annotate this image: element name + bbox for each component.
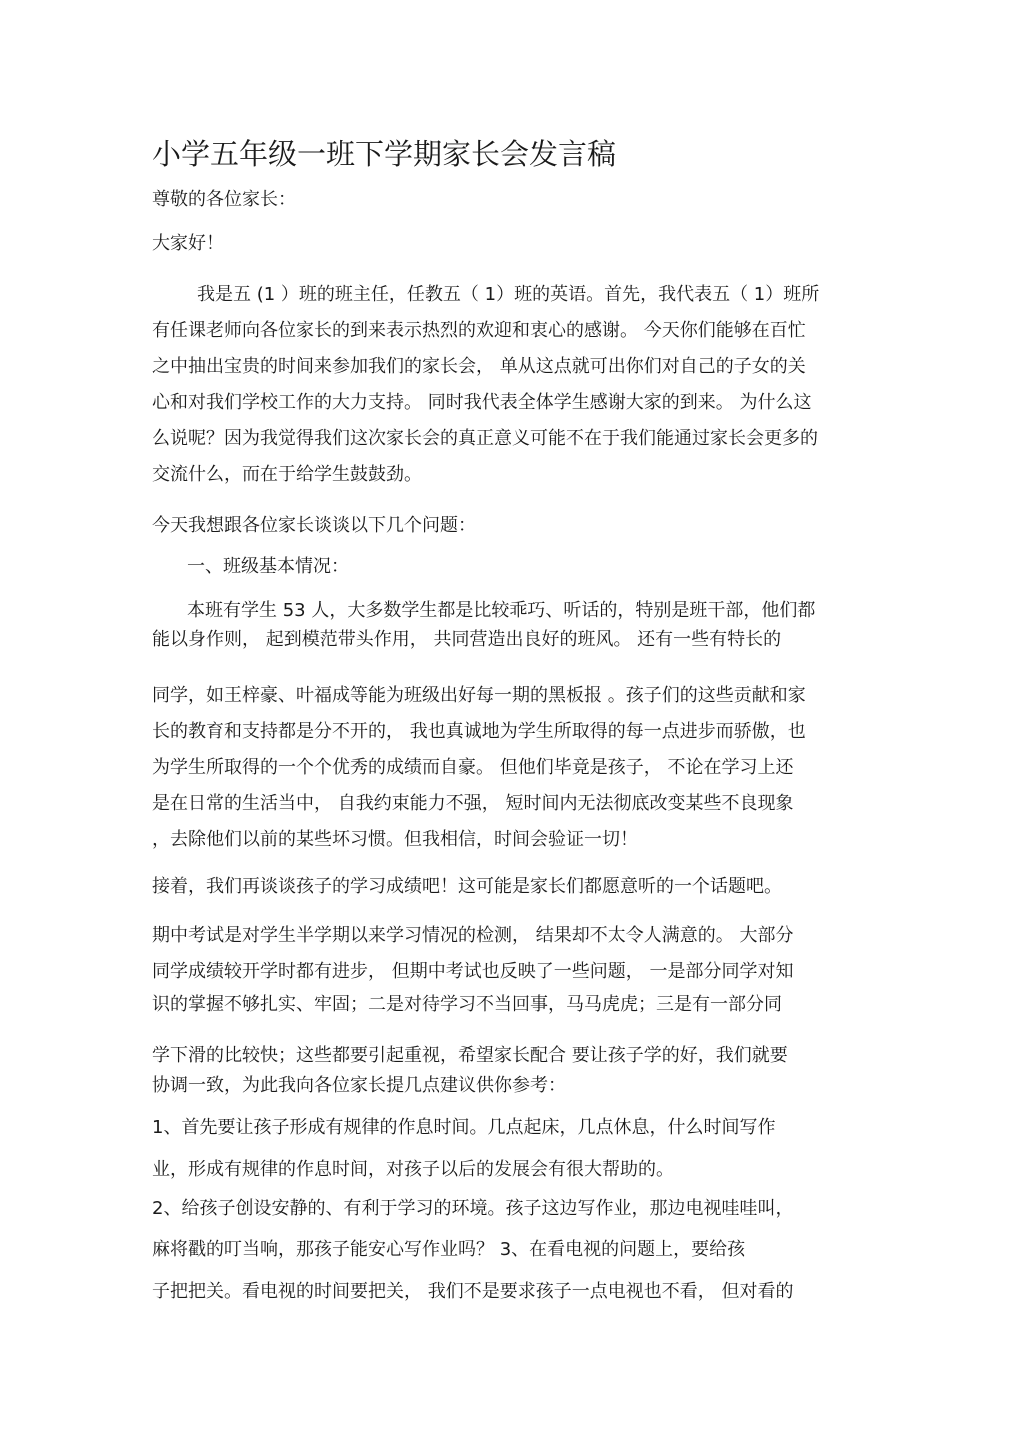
text-line: 识的掌握不够扎实、牢固；二是对待学习不当回事，马马虎虎；三是有一部分同 [152, 994, 782, 1015]
text-line: ，去除他们以前的某些坏习惯。但我相信，时间会验证一切！ [152, 829, 638, 850]
text-line: 同学，如王梓豪、叶福成等能为班级出好每一期的黑板报 。孩子们的这些贡献和家 [152, 685, 806, 706]
text-line: 之中抽出宝贵的时间来参加我们的家长会， 单从这点就可出你们对自己的子女的关 [152, 356, 806, 377]
text-line: 心和对我们学校工作的大力支持。 同时我代表全体学生感谢大家的到来。 为什么这 [152, 392, 812, 413]
text-line: 2、给孩子创设安静的、有利于学习的环境。孩子这边写作业，那边电视哇哇叫， [152, 1198, 794, 1219]
text-line: 有任课老师向各位家长的到来表示热烈的欢迎和衷心的感谢。 今天你们能够在百忙 [152, 320, 806, 341]
text-line: 我是五 (1 ）班的班主任，任教五（ 1）班的英语。首先，我代表五（ 1）班所 [197, 284, 820, 305]
text-line: 能以身作则， 起到模范带头作用， 共同营造出良好的班风。 还有一些有特长的 [152, 629, 782, 650]
text-line: 子把把关。看电视的时间要把关， 我们不是要求孩子一点电视也不看， 但对看的 [152, 1281, 794, 1302]
text-line: 尊敬的各位家长： [152, 189, 296, 210]
text-line: 一、班级基本情况： [187, 556, 349, 577]
text-line: 本班有学生 53 人，大多数学生都是比较乖巧、听话的，特别是班干部，他们都 [187, 600, 816, 621]
text-line: 麻将戳的叮当响，那孩子能安心写作业吗？ 3、在看电视的问题上，要给孩 [152, 1239, 746, 1260]
text-line: 是在日常的生活当中， 自我约束能力不强， 短时间内无法彻底改变某些不良现象 [152, 793, 794, 814]
document-title: 小学五年级一班下学期家长会发言稿 [152, 137, 617, 171]
text-line: 同学成绩较开学时都有进步， 但期中考试也反映了一些问题， 一是部分同学对知 [152, 961, 794, 982]
text-line: 学下滑的比较快；这些都要引起重视，希望家长配合 要让孩子学的好，我们就要 [152, 1045, 788, 1066]
text-line: 大家好！ [152, 233, 224, 254]
text-line: 期中考试是对学生半学期以来学习情况的检测， 结果却不太令人满意的。 大部分 [152, 925, 794, 946]
text-line: 接着，我们再谈谈孩子的学习成绩吧！这可能是家长们都愿意听的一个话题吧。 [152, 876, 782, 897]
text-line: 业，形成有规律的作息时间，对孩子以后的发展会有很大帮助的。 [152, 1159, 674, 1180]
text-line: 么说呢？因为我觉得我们这次家长会的真正意义可能不在于我们能通过家长会更多的 [152, 428, 818, 449]
text-line: 今天我想跟各位家长谈谈以下几个问题： [152, 515, 476, 536]
text-line: 长的教育和支持都是分不开的， 我也真诚地为学生所取得的每一点进步而骄傲，也 [152, 721, 806, 742]
text-line: 协调一致，为此我向各位家长提几点建议供你参考： [152, 1075, 566, 1096]
text-line: 交流什么，而在于给学生鼓鼓劲。 [152, 464, 422, 485]
text-line: 为学生所取得的一个个优秀的成绩而自豪。 但他们毕竟是孩子， 不论在学习上还 [152, 757, 794, 778]
text-line: 1、首先要让孩子形成有规律的作息时间。几点起床，几点休息，什么时间写作 [152, 1117, 776, 1138]
